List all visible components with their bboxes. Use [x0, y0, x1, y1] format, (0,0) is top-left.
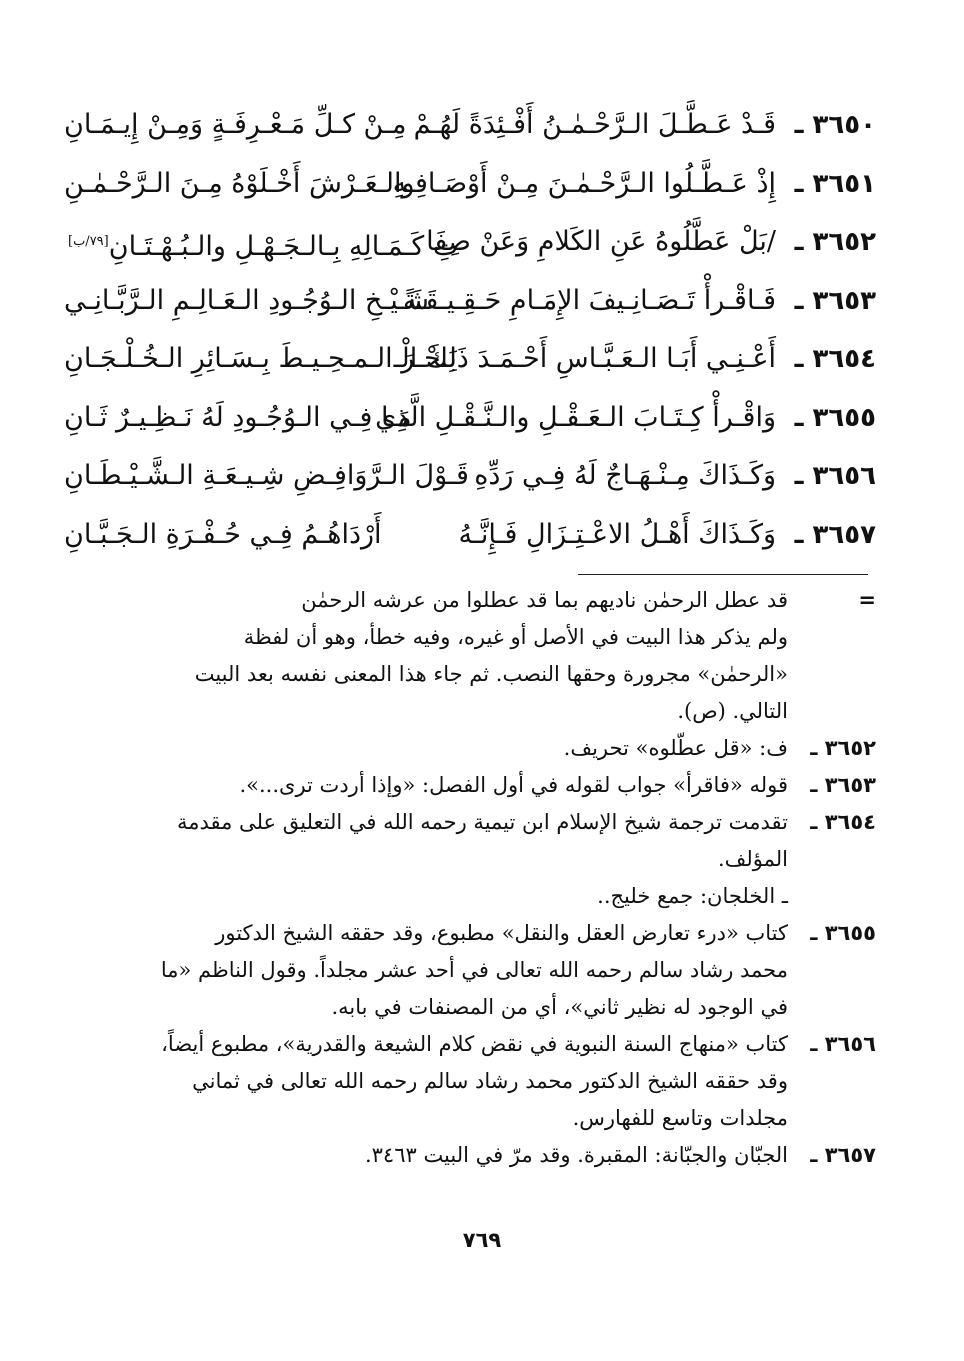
footnote	[66, 915, 876, 1026]
footnote	[66, 767, 876, 804]
footnote	[66, 1137, 876, 1174]
verse-first-hemistich: وَكَـذَاكَ مِـنْـهَـاجٌ لَهُ فِـي رَدِّهِ	[474, 460, 776, 491]
verse-second-hemistich: أَرْدَاهُـمُ فِـي حُـفْـرَةِ الـجَـبَّـانِ	[64, 518, 382, 550]
verses-section	[64, 96, 876, 564]
manuscript-folio-marker: [٧٩/ب]	[68, 234, 109, 249]
footnote-number: ٣٦٥٧ ـ	[810, 1143, 876, 1167]
verse-number: ٣٦٥٧ ـ	[794, 519, 876, 550]
footnote-line: كتاب «درء تعارض العقل والنقل» مطبوع، وقد حققه الشيخ الدكتور	[215, 921, 788, 945]
footnote-text	[66, 1137, 788, 1174]
verse-line	[64, 389, 876, 448]
verse-second-hemistich: تِ كَـمَـالِهِ بِـالـجَـهْـلِ والـبُـهْـتَـانِ[٧٩/ب]	[68, 231, 459, 262]
footnote-line: ـ الخلجان: جمع خليج..	[597, 884, 788, 908]
verse-number: ٣٦٥٦ ـ	[794, 461, 876, 491]
verse-number: ٣٦٥١ ـ	[794, 168, 876, 199]
page-number: ٧٦٩	[462, 1228, 502, 1252]
footnote-line: الجبّان والجبّانة: المقبرة. وقد مرّ في البيت ٣٤٦٣.	[364, 1143, 788, 1167]
verse-first-hemistich: وَكَـذَاكَ أَهْـلُ الاعْـتِـزَالِ فَـإِنَّـهُ	[458, 518, 776, 550]
footnote-text	[66, 582, 788, 730]
footnote-text	[66, 1026, 788, 1137]
footnote-line: مجلدات وتاسع للفهارس.	[572, 1106, 788, 1130]
footnote	[66, 878, 876, 915]
verse-second-hemistich: مِـنْ كـلِّ مَـعْـرِفَـةٍ وَمِـنْ إِيـمَـانِ	[64, 109, 407, 140]
verse-line	[64, 330, 876, 389]
footnote-line: ولم يذكر هذا البيت في الأصل أو غيره، وفيه خطأ، وهو أن لفظة	[243, 625, 788, 649]
footnote	[66, 582, 876, 730]
verse-first-hemistich: /بَلْ عَطَّلُوهُ عَنِ الكَلامِ وَعَنْ صِفَا	[426, 226, 776, 257]
verse-first-hemistich: إِذْ عَـطَّـلُوا الـرَّحْـمٰـنَ مِـنْ أَوْصَـافِـهِ	[392, 167, 776, 199]
verse-line	[64, 272, 876, 331]
verse-second-hemistich: مَـا فِـي الـوُجُـودِ لَهُ نَـظِـيـرٌ ثَـانِ	[64, 401, 412, 433]
verse-first-hemistich: قَـدْ عَـطَّـلَ الـرَّحْـمٰـنُ أَفْـئِدَةً لَهُـمْ	[413, 109, 776, 140]
footnote-number: ٣٦٥٦ ـ	[810, 1032, 876, 1056]
footnote-divider	[578, 574, 868, 575]
footnote-number: ٣٦٥٤ ـ	[810, 810, 876, 834]
verse-line	[64, 447, 876, 506]
footnote	[66, 730, 876, 767]
verse-number: ٣٦٥٠ ـ	[794, 110, 876, 140]
footnote-text	[66, 915, 788, 1026]
verse-line	[64, 213, 876, 272]
footnote-line: المؤلف.	[717, 847, 788, 871]
footnote	[66, 1026, 876, 1137]
verse-first-hemistich: فَـاقْـرأْ تَـصَـانِـيفَ الإِمَـامِ حَـقِـيـقَـةً	[403, 284, 776, 316]
footnote-text	[66, 804, 788, 878]
footnote-number: ٣٦٥٥ ـ	[810, 921, 876, 945]
footnote-line: «الرحمٰن» مجرورة وحقها النصب. ثم جاء هذا المعنى نفسه بعد البيت	[194, 662, 788, 686]
verse-second-hemistich: بَـحْـرَ الـمـحِـيـطَ بِـسَـائِرِ الـخُـلْـجَـانِ	[64, 343, 457, 374]
footnote-number: ٣٦٥٣ ـ	[810, 773, 876, 797]
verse-second-hemistich: والـعَـرْشَ أَخْـلَوْهُ مِـنَ الـرَّحْـمٰـنِ	[64, 167, 415, 199]
footnote-text	[66, 878, 788, 915]
verse-line	[64, 506, 876, 565]
footnote-line: قوله «فاقرأ» جواب لقوله في أول الفصل: «وإذا أردت ترى...».	[239, 773, 788, 797]
footnote-text	[66, 767, 788, 804]
verse-number: ٣٦٥٢ ـ	[794, 227, 876, 257]
footnote-number: ٣٦٥٢ ـ	[810, 736, 876, 760]
footnote-line: محمد رشاد سالم رحمه الله تعالى في أحد عشر مجلداً. وقول الناظم «ما	[160, 958, 788, 982]
verse-number: ٣٦٥٥ ـ	[794, 402, 876, 433]
footnote-line: في الوجود له نظير ثاني»، أي من المصنفات في بابه.	[331, 995, 788, 1019]
verse-line	[64, 155, 876, 214]
footnote-line: وقد حققه الشيخ الدكتور محمد رشاد سالم رحمه الله تعالى في ثماني	[192, 1069, 788, 1093]
footnotes-section	[66, 582, 876, 1174]
footnote-line: تقدمت ترجمة شيخ الإسلام ابن تيمية رحمه الله في التعليق على مقدمة	[176, 810, 788, 834]
verse-number: ٣٦٥٤ ـ	[794, 344, 876, 374]
verse-first-hemistich: وَاقْـرأْ كِـتَـابَ الـعَـقْـلِ والـنَّـقْـلِ الَّذِي	[375, 401, 776, 433]
verse-number: ٣٦٥٣ ـ	[794, 285, 876, 316]
footnote-line: التالي. (ص).	[677, 699, 788, 723]
footnote	[66, 804, 876, 878]
footnote-line: قد عطل الرحمٰن ناديهم بما قد عطلوا من عرشه الرحمٰن	[301, 588, 788, 612]
footnote-line: ف: «قل عطّلوه» تحريف.	[563, 736, 788, 760]
footnote-text	[66, 730, 788, 767]
footnote-number: =	[858, 588, 876, 612]
verse-second-hemistich: شَـيْـخِ الـوُجُـودِ الـعَـالِـمِ الـرَّبَّـانِـي	[64, 284, 429, 316]
footnote-line: كتاب «منهاج السنة النبوية في نقض كلام الشيعة والقدرية»، مطبوع أيضاً،	[161, 1032, 788, 1056]
verse-first-hemistich: أَعْـنِـي أَبَـا الـعَـبَّـاسِ أَحْـمَـدَ ذَلِكَ الْـ	[393, 343, 776, 374]
verse-line	[64, 96, 876, 155]
verse-second-hemistich: قَـوْلَ الـرَّوَافِـضِ شِـيـعَـةِ الـشَّـيْـطَـانِ	[64, 460, 469, 491]
